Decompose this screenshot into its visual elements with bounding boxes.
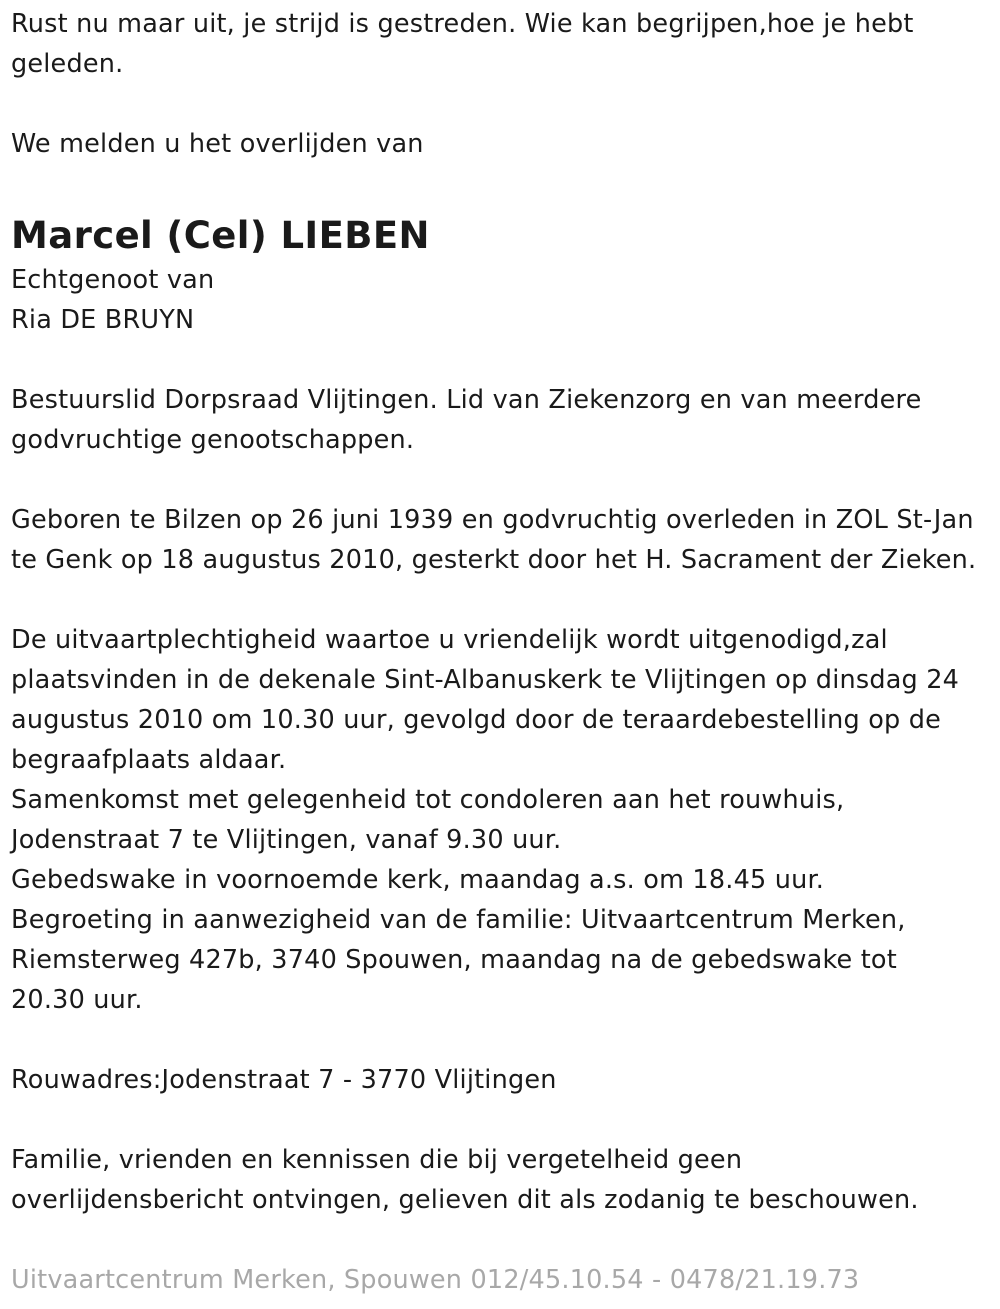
verse-line-2: geleden. [11, 49, 124, 79]
spouse-name: Ria DE BRUYN [11, 305, 195, 335]
birth-death-line-2: te Genk op 18 augustus 2010, gesterkt door het H. Sacrament der Zieken. [11, 545, 977, 575]
roles-line-1: Bestuurslid Dorpsraad Vlijtingen. Lid van Ziekenzorg en van meerdere [11, 385, 922, 415]
obituary-document [11, 4, 996, 1300]
greeting-line-2: Riemsterweg 427b, 3740 Spouwen, maandag na de gebedswake tot [11, 945, 897, 975]
condolence-line-2: Jodenstraat 7 te Vlijtingen, vanaf 9.30 uur. [11, 825, 562, 855]
notice-line-2: overlijdensbericht ontvingen, gelieven dit als zodanig te beschouwen. [11, 1185, 919, 1215]
greeting-line-3: 20.30 uur. [11, 985, 143, 1015]
funeral-line-1: De uitvaartplechtigheid waartoe u vriendelijk wordt uitgenodigd,zal [11, 625, 888, 655]
funeral-line-4: begraafplaats aldaar. [11, 745, 287, 775]
notice-line-1: Familie, vrienden en kennissen die bij vergetelheid geen [11, 1145, 743, 1175]
deceased-name: Marcel (Cel) LIEBEN [11, 214, 430, 257]
birth-death-line-1: Geboren te Bilzen op 26 juni 1939 en godvruchtig overleden in ZOL St-Jan [11, 505, 974, 535]
mourning-address: Rouwadres:Jodenstraat 7 - 3770 Vlijtingen [11, 1065, 557, 1095]
funeral-line-2: plaatsvinden in de dekenale Sint-Albanuskerk te Vlijtingen op dinsdag 24 [11, 665, 960, 695]
funeral-home-footer: Uitvaartcentrum Merken, Spouwen 012/45.10.54 - 0478/21.19.73 [11, 1265, 860, 1295]
prayer-vigil-line: Gebedswake in voornoemde kerk, maandag a.s. om 18.45 uur. [11, 865, 825, 895]
relation-text: Echtgenoot van [11, 265, 215, 295]
condolence-line-1: Samenkomst met gelegenheid tot condoleren aan het rouwhuis, [11, 785, 845, 815]
announcement-text: We melden u het overlijden van [11, 129, 424, 159]
greeting-line-1: Begroeting in aanwezigheid van de familie: Uitvaartcentrum Merken, [11, 905, 906, 935]
funeral-line-3: augustus 2010 om 10.30 uur, gevolgd door de teraardebestelling op de [11, 705, 941, 735]
verse-line-1: Rust nu maar uit, je strijd is gestreden. Wie kan begrijpen,hoe je hebt [11, 9, 914, 39]
roles-line-2: godvruchtige genootschappen. [11, 425, 415, 455]
